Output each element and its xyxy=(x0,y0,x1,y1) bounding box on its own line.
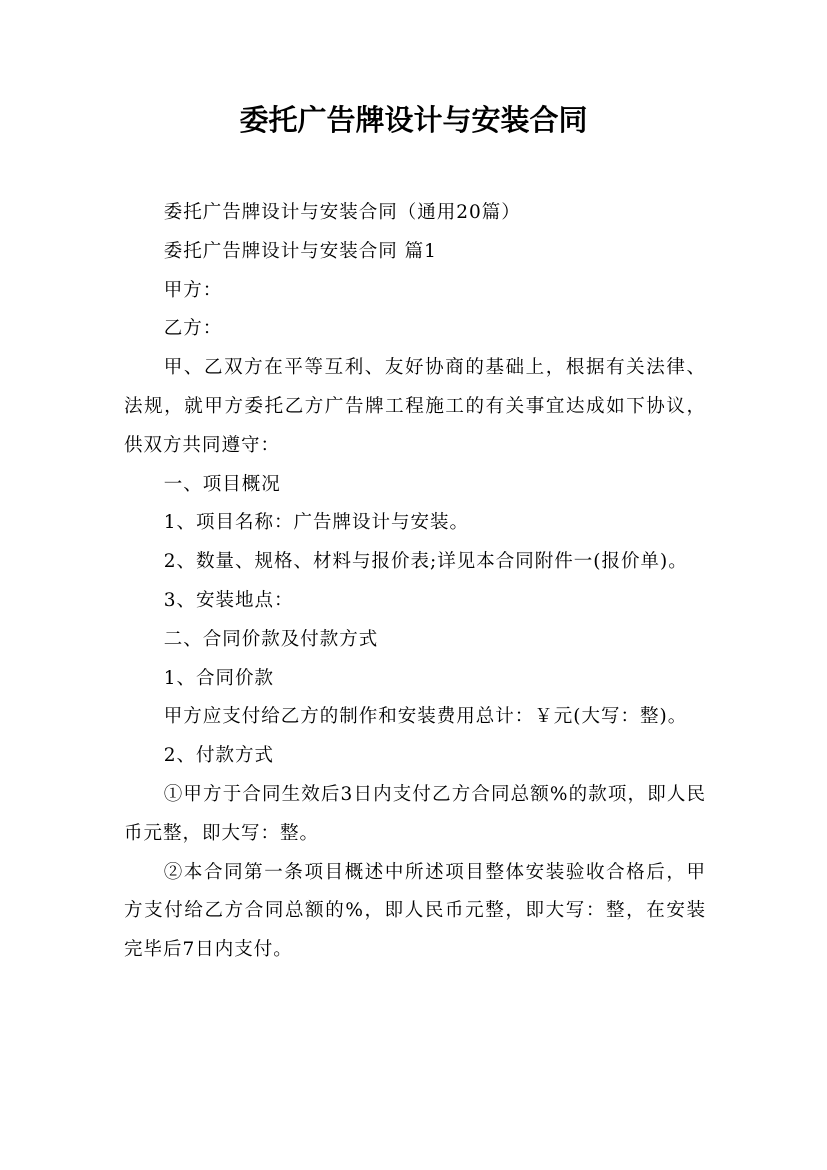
document-title: 委托广告牌设计与安装合同 xyxy=(239,103,588,137)
paragraph-payment-method: 2、付款方式 xyxy=(163,745,275,767)
paragraph-subtitle: 委托广告牌设计与安装合同（通用20篇） xyxy=(163,202,521,223)
document-body xyxy=(124,194,706,970)
paragraph-contract-price: 1、合同价款 xyxy=(163,667,275,689)
paragraph-install-location: 3、安装地点： xyxy=(163,589,294,611)
paragraph-project-overview-heading: 一、项目概况 xyxy=(163,473,281,495)
paragraph-preamble: 甲、乙双方在平等互利、友好协商的基础上，根据有关法律、法规，就甲方委托乙方广告牌工程施工的有关事宜达成如下协议，供双方共同遵守： xyxy=(124,357,706,456)
paragraph-payment-second: ②本合同第一条项目概述中所述项目整体安装验收合格后，甲方支付给乙方合同总额的%，即人民币元整，即大写：整，在安装完毕后7日内支付。 xyxy=(124,861,706,961)
paragraph-party-a: 甲方： xyxy=(163,279,223,301)
paragraph-project-name: 1、项目名称：广告牌设计与安装。 xyxy=(163,512,470,534)
paragraph-section-heading: 委托广告牌设计与安装合同 篇1 xyxy=(163,240,437,262)
paragraph-party-b: 乙方： xyxy=(163,318,223,340)
paragraph-price-payment-heading: 二、合同价款及付款方式 xyxy=(163,628,379,650)
paragraph-total-fee: 甲方应支付给乙方的制作和安装费用总计：￥元(大写：整)。 xyxy=(163,706,688,728)
paragraph-payment-first: ①甲方于合同生效后3日内支付乙方合同总额%的款项，即人民币元整，即大写：整。 xyxy=(124,783,706,844)
paragraph-quantity-spec: 2、数量、规格、材料与报价表;详见本合同附件一(报价单)。 xyxy=(163,551,688,573)
